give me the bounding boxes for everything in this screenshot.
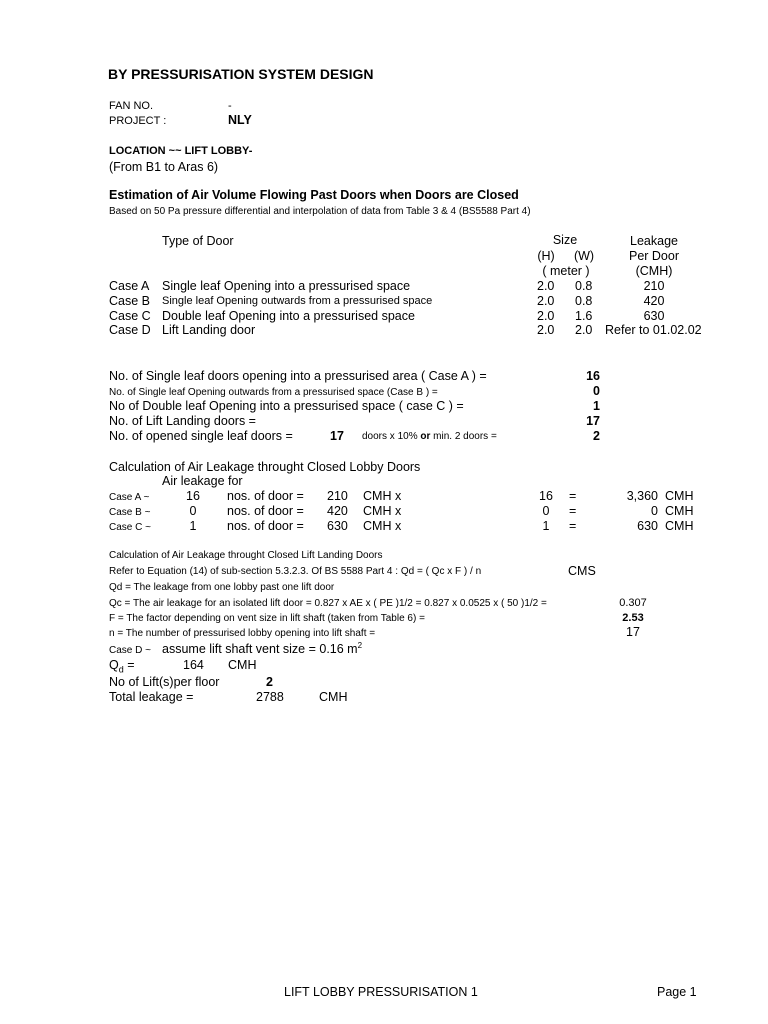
calc-sub: Air leakage for [162,474,243,488]
header-unit: ( meter ) [542,264,590,278]
page-title: BY PRESSURISATION SYSTEM DESIGN [108,66,374,82]
footer-title: LIFT LOBBY PRESSURISATION 1 [284,985,478,999]
calc-result: 3,360 [626,489,658,503]
calc-case: Case A ~ [109,492,150,503]
case-label: Case C [109,309,151,323]
lifts-per-floor-value: 2 [266,675,273,689]
project-label: PROJECT : [109,115,167,127]
calc-result-unit: CMH [665,489,694,503]
section-title: Estimation of Air Volume Flowing Past Doors when Doors are Closed [109,188,519,202]
case-leak: 420 [643,294,665,308]
location-label: LOCATION ~~ LIFT LOBBY- [109,145,253,157]
case-w: 0.8 [575,294,593,308]
calc-leak: 210 [327,489,348,503]
case-label: Case B [109,294,150,308]
calc-result-unit: CMH [665,504,694,518]
case-leak: 210 [643,279,665,293]
count-value: 2 [593,429,600,443]
header-w: (W) [573,249,595,263]
calc-mult: 1 [542,519,550,533]
calc-mult: 16 [539,489,553,503]
qc-value: 0.307 [619,597,647,609]
total-leakage-unit: CMH [319,690,348,704]
calc-eq: = [569,519,577,533]
total-leakage-label: Total leakage = [109,690,194,704]
fan-no-value: - [228,100,232,112]
lift-reference-unit: CMS [568,564,596,578]
qd-result: 164 [183,658,204,672]
n-value: 17 [626,625,640,639]
calc-result: 0 [651,504,658,518]
lift-reference: Refer to Equation (14) of sub-section 5.3.2.3. Of BS 5588 Part 4 : Qd = ( Qc x F ) / n [109,566,482,577]
case-desc: Lift Landing door [162,323,256,337]
count-value: 17 [586,414,600,428]
vent-size-assumption: assume lift shaft vent size = 0.16 $m^2$ [162,640,363,656]
calc-eq: = [569,489,577,503]
calc-unit: CMH x [363,519,402,533]
calc-eq: = [569,504,577,518]
count-label: No of Double leaf Opening into a pressurised space ( case C ) = [109,399,464,413]
opened-doors-count: 17 [330,429,344,443]
header-h: (H) [537,249,555,263]
header-leakage: Leakage [630,234,678,248]
calc-title: Calculation of Air Leakage throught Closed Lobby Doors [109,460,421,474]
count-label: No. of Lift Landing doors = [109,414,256,428]
calc-n: 16 [186,489,200,503]
opened-doors-note: doors x 10% or min. 2 doors = [362,431,497,442]
case-w: 2.0 [575,323,593,337]
calc-unit: CMH x [363,489,402,503]
header-size: Size [552,233,578,247]
case-label: Case A [109,279,150,293]
fan-no-label: FAN NO. [109,100,154,112]
case-w: 0.8 [575,279,593,293]
page-number: Page 1 [657,985,697,999]
f-definition: F = The factor depending on vent size in lift shaft (taken from Table 6) = [109,613,425,624]
case-d-label: Case D ~ [109,645,151,656]
calc-result-unit: CMH [665,519,694,533]
case-desc: Double leaf Opening into a pressurised space [162,309,415,323]
calc-nos: nos. of door = [227,519,304,533]
location-range: (From B1 to Aras 6) [109,160,219,174]
case-desc: Single leaf Opening into a pressurised space [162,279,411,293]
n-definition: n = The number of pressurised lobby opening into lift shaft = [109,628,376,639]
qd-label: $Q_d$ = [109,658,135,675]
case-h: 2.0 [537,309,555,323]
calc-result: 630 [637,519,658,533]
calc-case: Case B ~ [109,507,151,518]
calc-leak: 420 [327,504,348,518]
case-desc: Single leaf Opening outwards from a pressurised space [162,295,433,307]
calc-mult: 0 [542,504,550,518]
header-cmh: (CMH) [635,264,673,278]
case-h: 2.0 [537,294,555,308]
count-value: 1 [593,399,600,413]
case-label: Case D [109,323,151,337]
calc-leak: 630 [327,519,348,533]
total-leakage-value: 2788 [256,690,284,704]
project-value: NLY [228,113,252,127]
qc-definition: Qc = The air leakage for an isolated lift door = 0.827 x AE x ( PE )1/2 = 0.827 x 0.0525 x ( 50 )1/2 = [109,598,547,609]
count-value: 0 [593,384,600,398]
calc-nos: nos. of door = [227,489,304,503]
calc-n: 1 [189,519,197,533]
calc-case: Case C ~ [109,522,151,533]
lifts-per-floor-label: No of Lift(s)per floor [109,675,220,689]
count-label: No. of Single leaf doors opening into a pressurised area ( Case A ) = [109,369,487,383]
lift-title: Calculation of Air Leakage throught Closed Lift Landing Doors [109,550,383,561]
header-type: Type of Door [162,234,234,248]
count-value: 16 [586,369,600,383]
section-note: Based on 50 Pa pressure differential and interpolation of data from Table 3 & 4 (BS5588 Part 4) [109,206,531,217]
f-value: 2.53 [622,612,644,624]
case-leak: Refer to 01.02.02 [605,323,702,337]
count-label: No. of opened single leaf doors = [109,429,293,443]
calc-nos: nos. of door = [227,504,304,518]
calc-n: 0 [189,504,197,518]
qd-definition: Qd = The leakage from one lobby past one lift door [109,582,335,593]
case-leak: 630 [643,309,665,323]
header-per-door: Per Door [628,249,680,263]
case-h: 2.0 [537,323,555,337]
count-label: No. of Single leaf Opening outwards from a pressurised space (Case B ) = [109,387,438,398]
case-h: 2.0 [537,279,555,293]
case-w: 1.6 [575,309,593,323]
qd-unit: CMH [228,658,257,672]
calc-unit: CMH x [363,504,402,518]
